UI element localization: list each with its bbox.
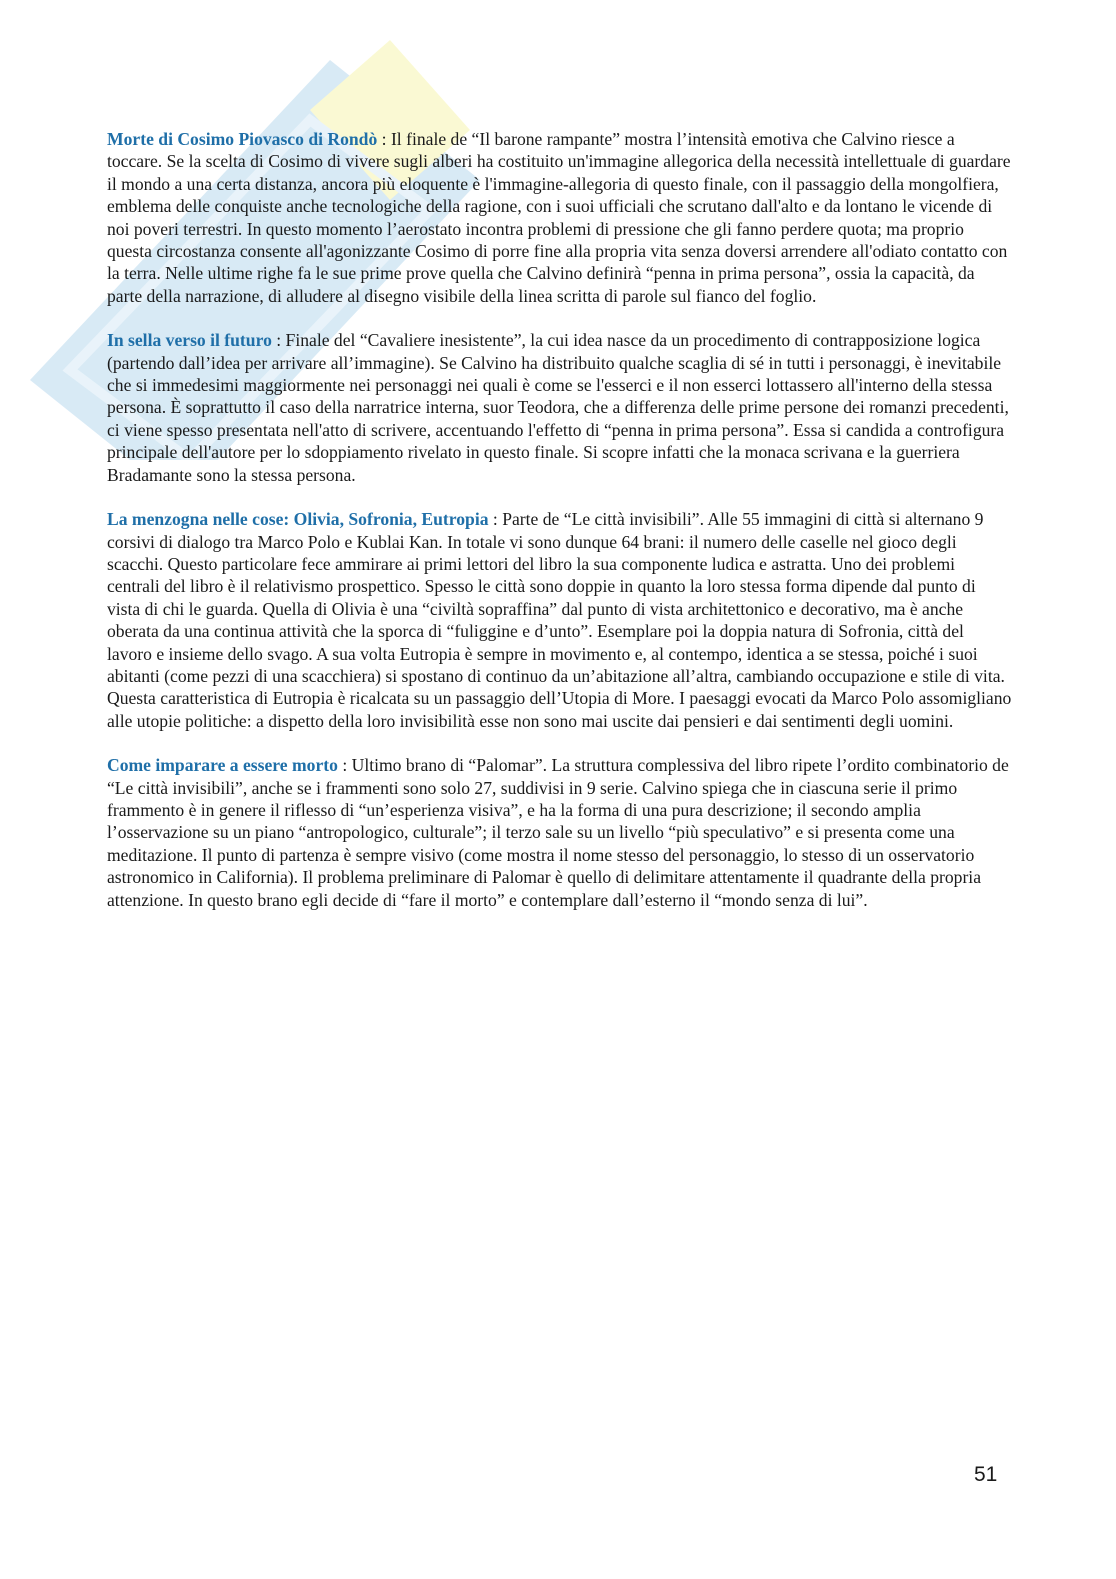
- heading-sella: In sella verso il futuro: [107, 330, 272, 351]
- body-menzogna: : Parte de “Le città invisibili”. Alle 55 immagini di città si alternano 9 corsivi di dialogo tra Marco Polo e Kublai Kan. In totale vi sono dunque 64 brani: il numero delle caselle nel gioco degli scacchi. Questo particolare fece ammirare ai primi lettori del libro la sua componente ludica e astratta. Uno dei problemi centrali del libro è il relativismo prospettico. Spesso le città sono doppie in quanto la loro stessa forma dipende dal punto di vista di chi le guarda. Quella di Olivia è una “civiltà sopraffina” dal punto di vista architettonico e decorativo, ma è anche oberata da una continua attività che la sporca di “fuliggine e d’unto”. Esemplare poi la doppia natura di Sofronia, città del lavoro e insieme dello svago. A sua volta Eutropia è sempre in movimento e, al contempo, identica a se stessa, poiché i suoi abitanti (come pezzi di una scacchiera) si spostano di continuo da un’abitazione all’altra, cambiando occupazione e stile di vita. Questa caratteristica di Eutropia è ricalcata su un passaggio dell’Utopia di More. I paesaggi evocati da Marco Polo assomigliano alle utopie politiche: a dispetto della loro invisibilità esse non sono mai uscite dai pensieri e dai sentimenti degli uomini.: [107, 509, 1012, 731]
- heading-palomar: Come imparare a essere morto: [107, 755, 338, 776]
- heading-menzogna: La menzogna nelle cose: Olivia, Sofronia, Eutropia: [107, 509, 489, 530]
- body-sella: : Finale del “Cavaliere inesistente”, la cui idea nasce da un procedimento di contrapposizione logica (partendo dall’idea per arrivare all’immagine). Se Calvino ha distribuito qualche scaglia di sé in tutti i personaggi, è inevitabile che si immedesimi maggiormente nei personaggi nei quali è come se l'esserci e il non esserci lottassero all'interno della stessa persona. È soprattutto il caso della narratrice interna, suor Teodora, che a differenza delle prime persone dei romanzi precedenti, ci viene spesso presentata nell'atto di scrivere, accentuando l'effetto di “penna in prima persona”. Essa si candida a controfigura principale dell'autore per lo sdoppiamento rivelato in questo finale. Si scopre infatti che la monaca scrivana e la guerriera Bradamante sono la stessa persona.: [107, 330, 1009, 485]
- body-cosimo: : Il finale de “Il barone rampante” mostra l’intensità emotiva che Calvino riesce a toccare. Se la scelta di Cosimo di vivere sugli alberi ha costituito un'immagine allegorica della necessità intellettuale di guardare il mondo a una certa distanza, ancora più eloquente è l'immagine-allegoria di questo finale, con il passaggio della mongolfiera, emblema delle conquiste anche tecnologiche della ragione, con i suoi ufficiali che scrutano dall'alto e da lontano le vicende di noi poveri terrestri. In questo momento l’aerostato incontra problemi di pressione che gli fanno perdere quota; ma proprio questa circostanza consente all'agonizzante Cosimo di porre fine alla propria vita senza doversi arrendere all'odiato contatto con la terra. Nelle ultime righe fa le sue prime prove quella che Calvino definirà “penna in prima persona”, ossia la capacità, da parte della narrazione, di alludere al disegno visibile della linea scritta di parole sul fianco del foglio.: [107, 129, 1011, 306]
- paragraph-sella: [107, 329, 1012, 486]
- paragraph-palomar: [107, 754, 1012, 911]
- document-body: [107, 128, 1012, 933]
- heading-cosimo: Morte di Cosimo Piovasco di Rondò: [107, 129, 378, 149]
- body-palomar: : Ultimo brano di “Palomar”. La struttura complessiva del libro ripete l’ordito combinatorio de “Le città invisibili”, anche se i frammenti sono solo 27, suddivisi in 9 serie. Calvino spiega che in ciascuna serie il primo frammento è in genere il riflesso di “un’esperienza visiva”, e ha la forma di una pura descrizione; il secondo amplia l’osservazione su un piano “antropologico, culturale”; il terzo sale su un livello “più speculativo” e si presenta come una meditazione. Il punto di partenza è sempre visivo (come mostra il nome stesso del personaggio, lo stesso di un osservatorio astronomico in California). Il problema preliminare di Palomar è quello di delimitare attentamente il quadrante della propria attenzione. In questo brano egli decide di “fare il morto” e contemplare dall’esterno il “mondo senza di lui”.: [107, 755, 1009, 910]
- paragraph-menzogna: [107, 508, 1012, 732]
- paragraph-cosimo: [107, 128, 1012, 307]
- page-number: 51: [974, 1463, 998, 1486]
